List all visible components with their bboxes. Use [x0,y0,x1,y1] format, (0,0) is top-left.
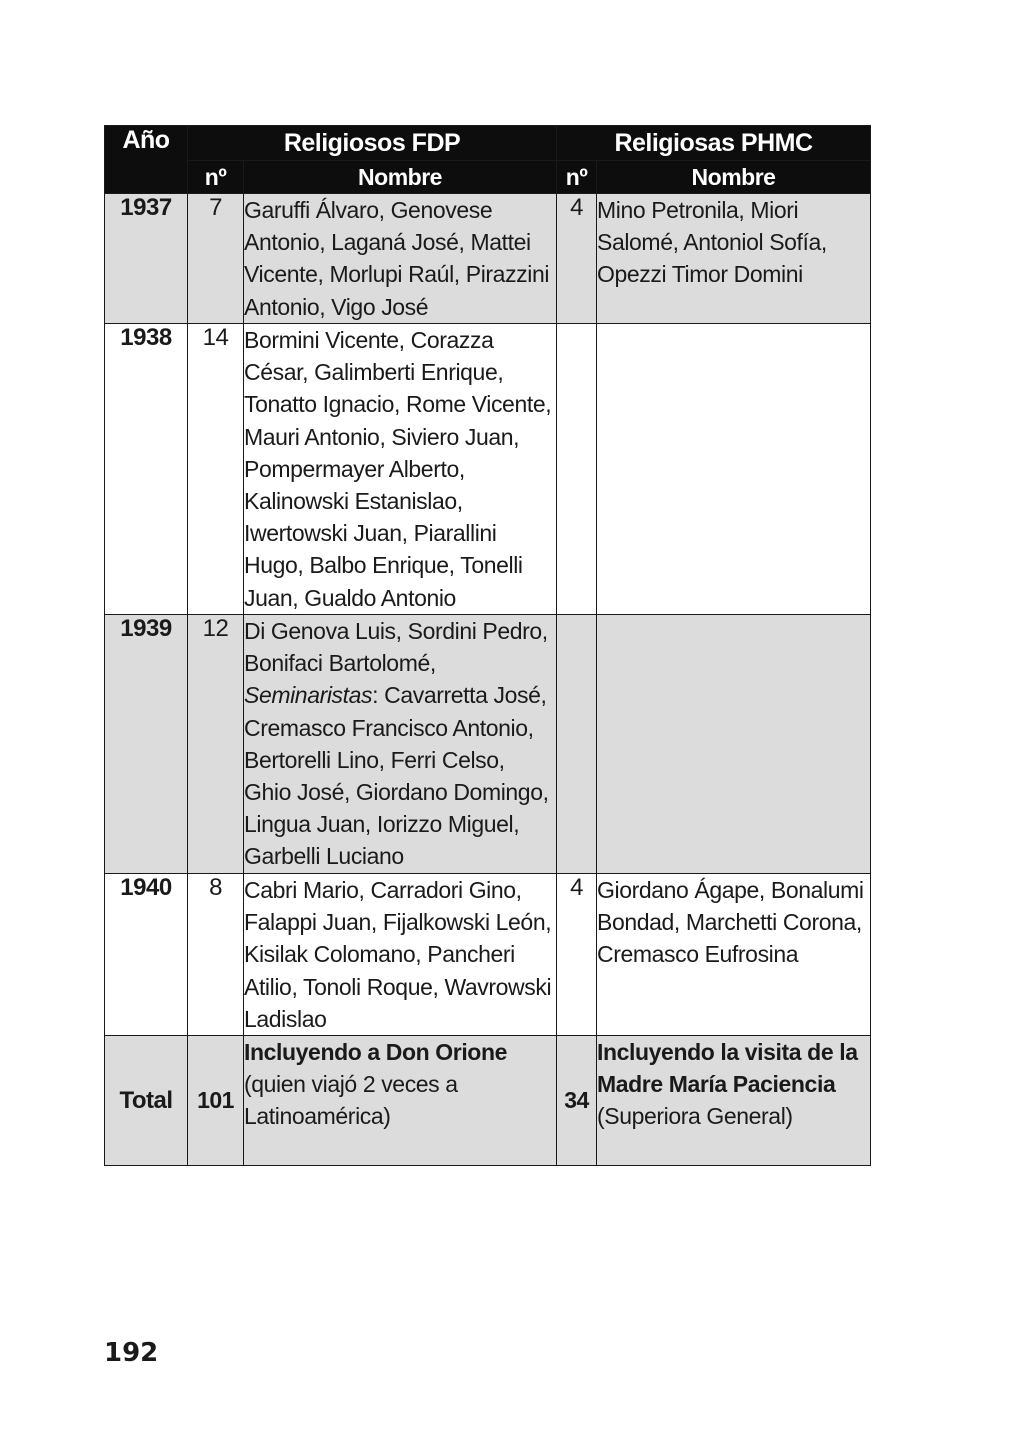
header-religiosos-fdp: Religiosos FDP [188,126,557,161]
total-fdp-note-bold: Incluyendo a Don Orione [244,1039,507,1066]
header-religiosas-phmc: Religiosas PHMC [557,126,871,161]
row-phmc-num: 4 [557,194,597,324]
row-phmc-num [557,615,597,874]
table-row-1940 [105,874,871,1036]
row-fdp-names: Garuffi Álvaro, Genovese Antonio, Laganá José, Mattei Vicente, Morlupi Raúl, Pirazzini Antonio, Vigo José [244,194,557,324]
names-prefix: Di Genova Luis, Sordini Pedro, Bonifaci Bartolomé, [244,618,548,677]
row-phmc-names: Giordano Ágape, Bonalumi Bondad, Marchetti Corona, Cremasco Eufrosina [597,874,871,1036]
total-fdp-num: 101 [188,1036,244,1166]
header-phmc-name: Nombre [597,161,871,194]
row-phmc-num [557,324,597,615]
row-fdp-names: Cabri Mario, Carradori Gino, Falappi Juan, Fijalkowski León, Kisilak Colomano, Pancheri Atilio, Tonoli Roque, Wavrowski Ladislao [244,874,557,1036]
names-suffix: : Cavarretta José, Cremasco Francisco Antonio, Bertorelli Lino, Ferri Celso, Ghio José, Giordano Domingo, Lingua Juan, Iorizzo Miguel, Garbelli Luciano [244,682,549,870]
total-fdp-note-rest: (quien viajó 2 veces a Latinoamérica) [244,1071,458,1130]
table-row-1939 [105,615,871,874]
row-year: 1940 [105,874,188,1036]
row-fdp-num: 14 [188,324,244,615]
row-fdp-names: Bormini Vicente, Corazza César, Galimberti Enrique, Tonatto Ignacio, Rome Vicente, Mauri Antonio, Siviero Juan, Pompermayer Alberto, Kalinowski Estanislao, Iwertowski Juan, Piarallini Hugo, Balbo Enrique, Tonelli Juan, Gualdo Antonio [244,324,557,615]
missions-table [104,125,871,1166]
row-fdp-num: 12 [188,615,244,874]
header-year: Año [105,126,188,194]
row-fdp-num: 8 [188,874,244,1036]
header-fdp-num: nº [188,161,244,194]
row-phmc-names [597,324,871,615]
total-fdp-note [244,1036,557,1166]
total-phmc-note [597,1036,871,1166]
row-fdp-names [244,615,557,874]
row-phmc-names: Mino Petronila, Miori Salomé, Antoniol Sofía, Opezzi Timor Domini [597,194,871,324]
row-year: 1938 [105,324,188,615]
total-phmc-note-bold: Incluyendo la visita de la Madre María Paciencia [597,1039,858,1098]
row-year: 1937 [105,194,188,324]
row-phmc-names [597,615,871,874]
row-fdp-num: 7 [188,194,244,324]
table-row-total [105,1036,871,1166]
table-row-1938 [105,324,871,615]
page-number: 192 [104,1338,159,1368]
total-phmc-note-rest: (Superiora General) [597,1103,793,1130]
header-fdp-name: Nombre [244,161,557,194]
row-year: 1939 [105,615,188,874]
total-phmc-num: 34 [557,1036,597,1166]
table-row-1937 [105,194,871,324]
header-phmc-num: nº [557,161,597,194]
total-label: Total [105,1036,188,1166]
seminaristas-label: Seminaristas [244,682,373,709]
row-phmc-num: 4 [557,874,597,1036]
